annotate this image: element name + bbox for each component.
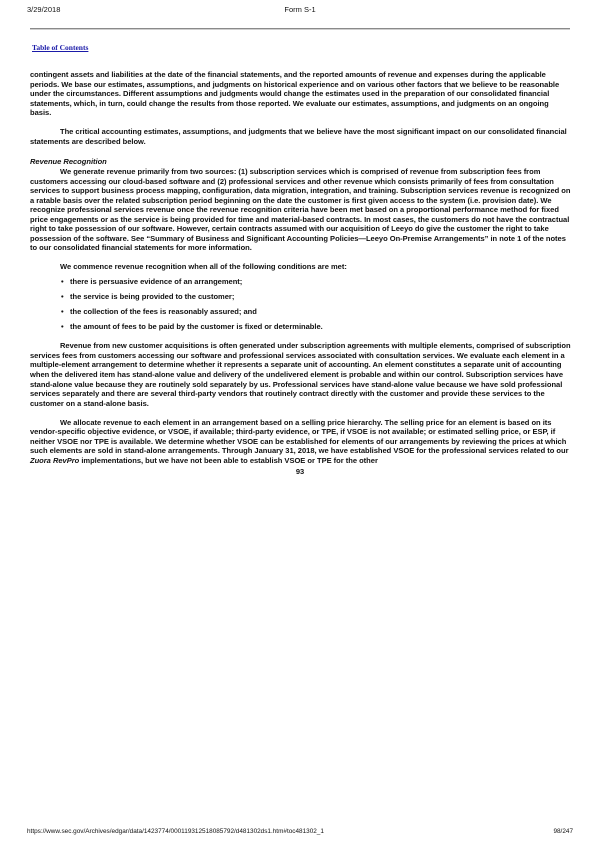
bullet-icon: • [61,322,64,332]
paragraph-critical-estimates: The critical accounting estimates, assumptions, and judgments that we believe have the most significant impact on our consolidated financial statements are described below. [30,127,567,146]
paragraph-revenue-sources: We generate revenue primarily from two sources: (1) subscription services which is comprised of revenue from subscription fees from customers accessing our cloud-based software and (2) professional services and other revenue which consists primarily of fees from consultation services to support business process mapping, configuration, data migration, integration, and training. Subscription services revenue is recognized on a ratable basis over the related subscription period beginning on the date the customer is first given access to the system (i.e. provision date). We recognize professional services revenue once the revenue recognition criteria have been met based on a proportional performance method for fixed price engagements or as the service is being provided for time and material-based contracts. In most cases, the customers do not have the contractual right to take possession of our software. However, certain contracts assumed with our acquisition of Leeyo do give the customer the right to take possession of the software. See “Summary of Business and Significant Accounting Policies—Leeyo On-Premise Arrangements” in note 1 of the notes to our consolidated financial statements for more information. [30,166,571,253]
paragraph-text: implementations, but we have not been able to establish VSOE or TPE for the other [79,455,378,465]
document-title: Form S-1 [284,5,316,14]
list-item-text: the collection of the fees is reasonably assured; and [70,307,257,317]
section-heading-revenue-recognition: Revenue Recognition [30,157,107,167]
list-item [30,307,572,317]
page-number: 93 [295,467,305,476]
paragraph-multiple-elements: Revenue from new customer acquisitions is often generated under subscription agreements with multiple elements, comprised of subscription services fees from customers accessing our software and professional services associated with consultation services. We evaluate each element in a multiple-element arrangement to determine whether it represents a separate unit of accounting. An element constitutes a separate unit of accounting when the delivered item has stand-alone value and delivery of the undelivered element is probable and within our control. Subscription services have stand-alone value because they are routinely sold separately by us. Professional services have stand-alone value because we have sold professional services separately and there are several third-party vendors that routinely contract directly with the customer and provide these services to the customer on a stand-alone basis. [30,341,571,408]
paragraph-text: We allocate revenue to each element in an arrangement based on a selling price hierarchy. The selling price for an element is based on its vendor-specific objective evidence, or VSOE, if available; third-party evidence, or TPE, if VSOE is not available; or estimated selling price, or ESP, if neither VSOE nor TPE is available. We determine whether VSOE can be established for elements of our arrangements by reviewing the prices at which such elements are sold in stand-alone arrangements. Through January 31, 2018, we have established VSOE for the professional services related to our [30,417,569,456]
product-name: Zuora RevPro [30,455,80,465]
list-item-text: there is persuasive evidence of an arrangement; [70,277,243,287]
document-body [30,70,572,466]
bullet-icon: • [61,307,64,317]
header-divider [30,28,570,30]
list-item-text: the amount of fees to be paid by the customer is fixed or determinable. [70,322,323,332]
bullet-icon: • [61,292,64,302]
print-date: 3/29/2018 [27,5,61,14]
footer-page-count: 98/247 [553,828,573,835]
list-item-text: the service is being provided to the customer; [70,292,235,302]
list-item [30,322,572,332]
table-of-contents-link[interactable]: Table of Contents [32,43,89,52]
paragraph-selling-price-hierarchy [30,418,572,466]
conditions-list [30,277,572,331]
paragraph-conditions-intro: We commence revenue recognition when all of the following conditions are met: [60,262,347,272]
footer-url: https://www.sec.gov/Archives/edgar/data/1423774/000119312518085792/d481302ds1.htm#toc481302_1 [27,828,324,835]
list-item [30,277,572,287]
list-item [30,292,572,302]
paragraph-estimates: contingent assets and liabilities at the date of the financial statements, and the reported amounts of revenue and expenses during the applicable periods. We base our estimates, assumptions, and judgments on historical experience and on various other factors that we believe to be reasonable under the circumstances. Different assumptions and judgments would change the estimates used in the preparation of our consolidated financial statements, which, in turn, could change the results from those reported. We evaluate our estimates, assumptions, and judgments on an ongoing basis. [30,70,560,118]
bullet-icon: • [61,277,64,287]
